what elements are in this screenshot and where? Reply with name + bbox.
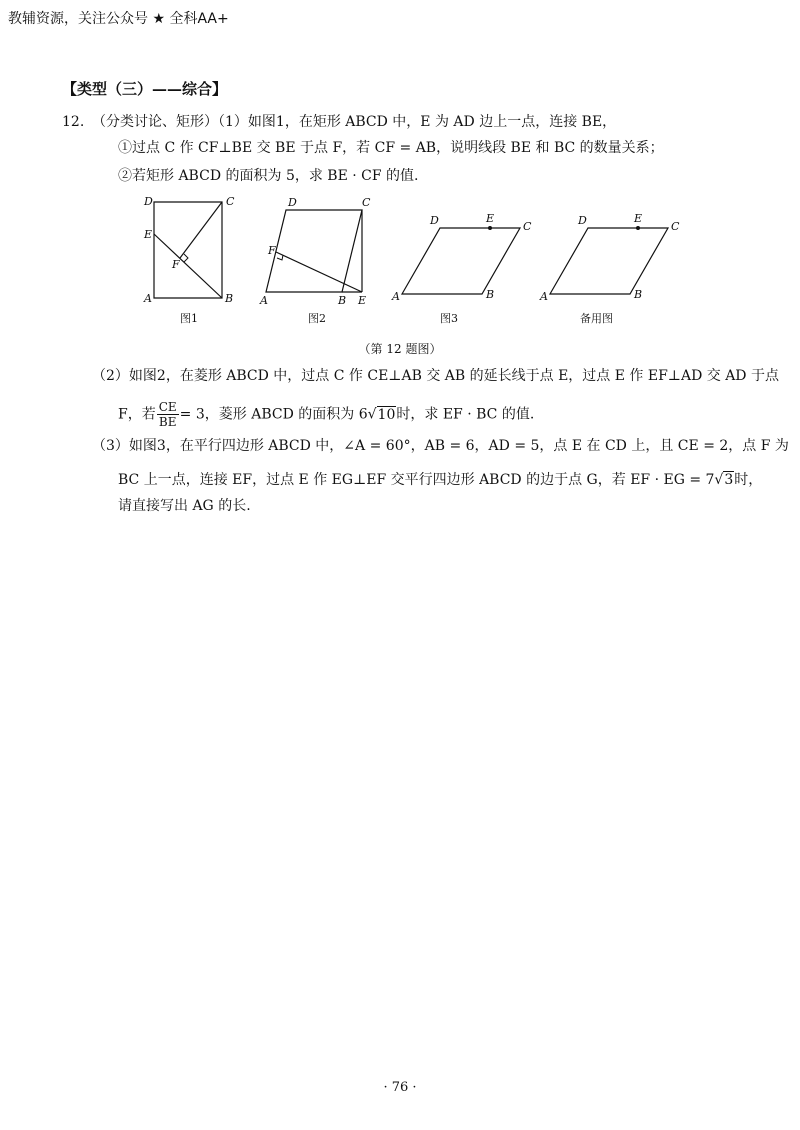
figure-1 (143, 195, 235, 325)
fraction-denominator: BE (158, 415, 177, 429)
fig4-label-d: D (578, 214, 587, 227)
fraction-numerator: CE (158, 400, 177, 414)
figure-2 (259, 196, 371, 325)
figure-4 (539, 212, 680, 325)
part2-pre: F，若 (118, 406, 156, 423)
part3-line1: （3）如图3，在平行四边形 ABCD 中，∠A = 60°，AB = 6，AD = 5，点 E 在 CD 上，且 CE = 2，点 F 为 (92, 438, 789, 454)
part3-pre: BC 上一点，连接 EF，过点 E 作 EG⊥EF 交平行四边形 ABCD 的边于点 G，若 EF · EG = 7 (118, 472, 715, 488)
fig2-label-c: C (362, 196, 371, 209)
fig1-label-b: B (225, 292, 234, 305)
fig1-caption: 图1 (180, 312, 198, 325)
fig4-label-e: E (634, 212, 643, 225)
part3-sqrt: 3 (724, 472, 734, 488)
fig2-label-b: B (338, 294, 347, 307)
fig3-label-a: A (392, 290, 400, 303)
fig4-label-b: B (634, 288, 643, 301)
geometry-figures (140, 190, 700, 330)
fig1-label-a: A (144, 292, 152, 305)
part2-post: 时，求 EF · BC 的值. (396, 406, 535, 423)
fig3-label-b: B (486, 288, 495, 301)
fig2-label-a: A (260, 294, 268, 307)
fig2-label-f: F (268, 244, 276, 257)
question-sub2: ②若矩形 ABCD 的面积为 5，求 BE · CF 的值. (118, 168, 419, 184)
question-intro: （分类讨论、矩形）（1）如图1，在矩形 ABCD 中，E 为 AD 边上一点，连接 BE， (92, 114, 617, 130)
part2-line2 (118, 400, 534, 429)
figure-caption: （第 12 题图） (358, 342, 442, 356)
part3-line2 (118, 470, 762, 490)
fig1-label-d: D (144, 195, 153, 208)
part3-line3: 请直接写出 AG 的长. (118, 498, 251, 514)
fig2-caption: 图2 (308, 312, 326, 325)
fig4-caption: 备用图 (580, 312, 613, 325)
fig4-label-c: C (671, 220, 680, 233)
fig3-label-e: E (486, 212, 495, 225)
sqrt-sign: √ (714, 472, 724, 488)
fig4-label-a: A (540, 290, 548, 303)
fig2-label-e: E (358, 294, 367, 307)
fig2-label-d: D (288, 196, 297, 209)
part2-line1: （2）如图2，在菱形 ABCD 中，过点 C 作 CE⊥AB 交 AB 的延长线于点 E，过点 E 作 EF⊥AD 交 AD 于点 (92, 368, 779, 384)
page-header: 教辅资源，关注公众号 ★ 全科AA+ (8, 11, 229, 27)
section-title: 【类型（三）——综合】 (62, 80, 228, 98)
fig1-label-e: E (144, 228, 153, 241)
fig3-label-c: C (523, 220, 532, 233)
question-sub1: ①过点 C 作 CF⊥BE 交 BE 于点 F，若 CF = AB，说明线段 BE 和 BC 的数量关系； (118, 140, 664, 156)
part3-post: 时， (734, 472, 763, 488)
part2-sqrt: 10 (377, 406, 396, 423)
fig3-label-d: D (430, 214, 439, 227)
part2-fraction (157, 400, 179, 429)
part2-mid: = 3，菱形 ABCD 的面积为 6 (179, 406, 368, 423)
page-number: · 76 · (383, 1080, 417, 1095)
question-number: 12. (62, 114, 85, 130)
fig1-label-f: F (172, 258, 180, 271)
fig3-caption: 图3 (440, 312, 458, 325)
fig1-label-c: C (226, 195, 235, 208)
sqrt-sign: √ (367, 406, 377, 423)
figure-3 (391, 212, 532, 325)
